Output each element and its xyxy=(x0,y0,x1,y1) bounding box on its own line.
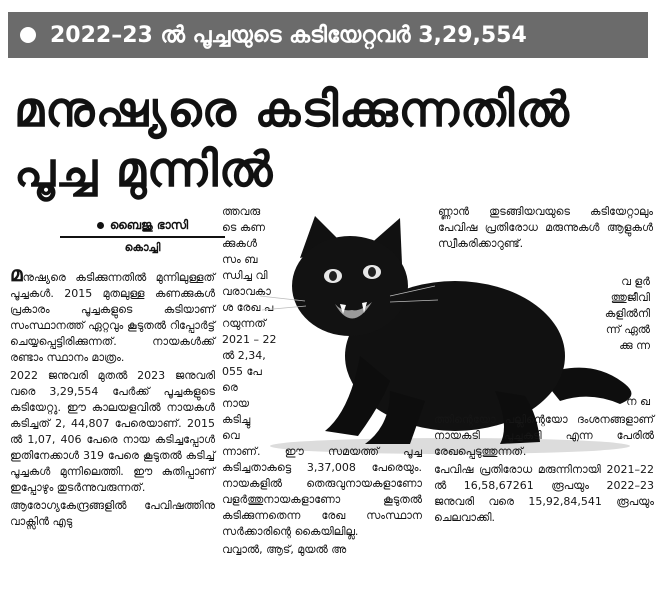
article-paragraph: ആരോഗ്യകേന്ദ്രങ്ങളിൽ പേവിഷത്തിനു വാക്സിൻ എടു xyxy=(10,499,215,528)
article-paragraph: 2022 ജനുവരി മുതൽ 2023 ജനുവരി വരെ 3,29,554 പേർക്ക് പൂച്ചകളുടെ കടിയേറ്റു. ഈ കാലയളവിൽ നായകൾ കടിച്ചത് 2, 44,807 പേരെയാണ്. 2015 ൽ 1,07, 406 പേരെ നായ കടിച്ചപ്പോൾ ഇതിനേക്കാൾ 319 പേരെ കൂടുതൽ കടിച്ച് പൂച്ചകൾ മുന്നിലെത്തി. ഈ കുതിപ്പാണ് ഇപ്പോഴും തുടർന്നുവരുന്നത്. xyxy=(10,369,215,494)
article-paragraph: മനുഷ്യരെ കടിക്കുന്നതിൽ മുന്നിലുള്ളത് പൂച്ചകൾ. 2015 മുതലുള്ള കണക്കുകൾ പ്രകാരം പൂച്ചകളുടെ കടിയാണ് സംസ്ഥാനത്ത് ഏറ്റവും കൂടുതൽ റിപ്പോർട്ട് ചെയ്യപ്പെട്ടിരിക്കുന്നത്. നായകൾക്ക് രണ്ടാം സ്ഥാനം മാത്രം. xyxy=(10,262,215,364)
byline-bullet-icon xyxy=(97,222,104,229)
text-line: നായ xyxy=(222,397,250,410)
text-line: വരാവകാ xyxy=(222,285,271,298)
text-line: രെ xyxy=(222,381,238,394)
headline-line-2: പൂച്ച മുന്നിൽ xyxy=(14,142,274,198)
text-line: ത്തവരു xyxy=(222,205,261,218)
text-line: സം ബ xyxy=(222,253,258,266)
text-line: ന്ന് ഏൽ xyxy=(605,323,650,336)
text-line: ന്ധിച്ച വി xyxy=(222,269,268,282)
text-line: കളിൽനി xyxy=(604,307,650,320)
headline-line-1: മനുഷ്യരെ കടിക്കുന്നതിൽ xyxy=(14,82,570,138)
byline-author-row xyxy=(60,218,225,238)
banner-text: 2022–23 ൽ പൂച്ചയുടെ കടിയേറ്റവർ 3,29,554 xyxy=(50,22,527,48)
text-line: കടിച്ചു xyxy=(222,413,251,426)
text-line: ക്കുകൾ xyxy=(222,237,257,250)
byline-author: ബൈജു ഭാസി xyxy=(109,218,189,232)
article-paragraph: ന്നാണ്. ഈ സമയത്ത് പൂച്ച കടിച്ചതാകട്ടെ 3,37,008 പേരെയും. നായകളിൽ തെരുവുനായകളാണോ വളർത്തുനായകളാണോ കൂടുതൽ കടിക്കുന്നതെന്ന രേഖ സംസ്ഥാന സർക്കാരിന്റെ കൈയിലില്ല. xyxy=(222,445,422,538)
article-column-3-fragment: ന ഖ xyxy=(626,395,650,408)
drop-cap: മ xyxy=(10,262,23,286)
text-line: ക്കു ന്ന xyxy=(619,339,650,352)
highlight-banner xyxy=(8,12,648,58)
text-line: വെ xyxy=(222,429,240,442)
text-line: ടെ കണ xyxy=(222,221,265,234)
text-line: വ ളർ xyxy=(621,275,650,288)
text-line: റയുന്നത് xyxy=(222,317,266,330)
byline xyxy=(60,218,225,255)
bullet-icon xyxy=(20,27,36,43)
article-column-3-bottom xyxy=(434,412,654,528)
text-line: ശ രേഖ പ xyxy=(222,301,274,314)
text-line: 055 പേ xyxy=(222,365,262,378)
article-column-3-top xyxy=(438,204,653,254)
article-paragraph: ത്തിന്റെയോ പല്ലിന്റെയോ ദംശനങ്ങളാണ് നായകടി പൂച്ചകടി എന്ന പേരിൽ രേഖപ്പെടുത്തുന്നത്. xyxy=(434,413,654,458)
text-line: ത്തുജീവി xyxy=(610,291,650,304)
article-column-2-bottom xyxy=(222,428,422,560)
article-paragraph: പേവിഷ പ്രതിരോധ മരുന്നിനായി 2021–22 ൽ 16,58,67261 രൂപയും 2022–23 ജനുവരി വരെ 15,92,84,541 രൂപയും ചെലവാക്കി. xyxy=(434,463,654,524)
article-paragraph: ണ്ണാൻ തുടങ്ങിയവയുടെ കടിയേറ്റാലും പേവിഷ പ്രതിരോധ മരുന്നുകൾ ആളുകൾ സ്വീകരിക്കാറുണ്ട്. xyxy=(438,205,653,250)
text-line: ൽ 2,34, xyxy=(222,349,266,362)
article-paragraph: വവ്വാൽ, ആട്, മുയൽ അ xyxy=(222,543,347,556)
text-line: 2021 – 22 xyxy=(222,333,277,346)
article-column-1 xyxy=(10,262,215,532)
byline-location: കൊച്ചി xyxy=(124,241,161,254)
article-column-3-right xyxy=(560,274,650,354)
